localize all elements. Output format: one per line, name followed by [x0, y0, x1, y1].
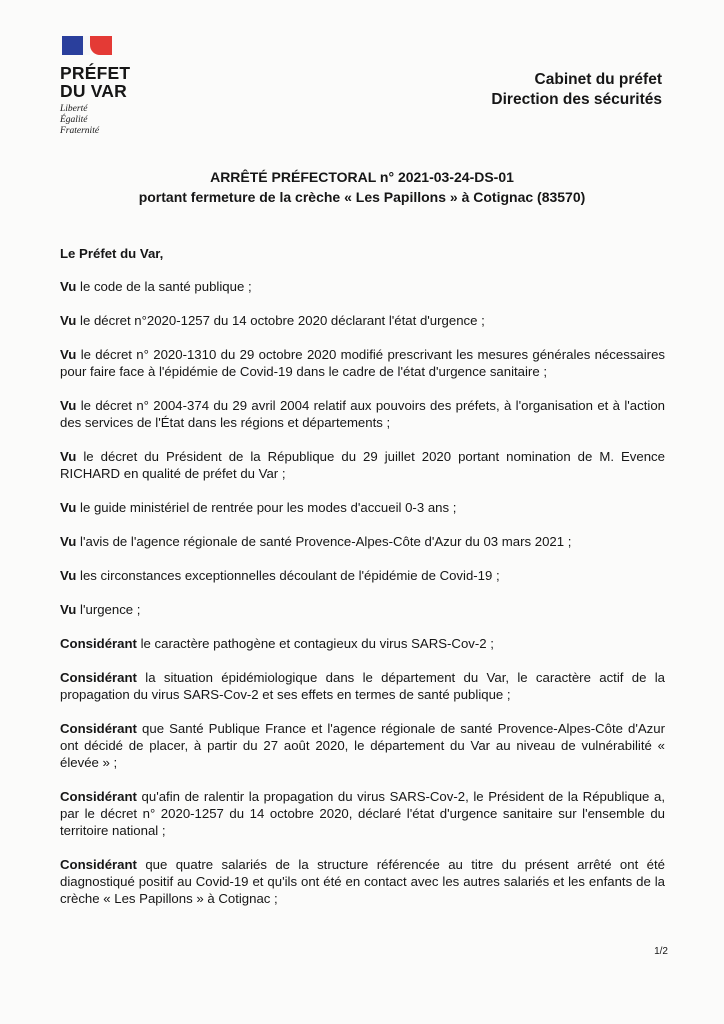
- keyword: Vu: [60, 279, 77, 294]
- keyword: Vu: [60, 347, 77, 362]
- paragraph-text: l'avis de l'agence régionale de santé Provence-Alpes-Côte d'Azur du 03 mars 2021 ;: [76, 534, 572, 549]
- office-line-2: Direction des sécurités: [491, 91, 662, 108]
- paragraph-text: que Santé Publique France et l'agence régionale de santé Provence-Alpes-Côte d'Azur ont décidé de placer, à partir du 27 août 2020, le département du Var au niveau de vulnérabilité « élevée » ;: [60, 721, 665, 770]
- paragraph-text: l'urgence ;: [76, 602, 141, 617]
- keyword: Vu: [60, 313, 77, 328]
- keyword: Vu: [60, 534, 77, 549]
- paragraph-text: le décret n° 2020-1310 du 29 octobre 2020 modifié prescrivant les mesures générales nécessaires pour faire face à l'épidémie de Covid-19 dans le cadre de l'état d'urgence sanitaire ;: [60, 347, 665, 379]
- motto-line: Fraternité: [60, 126, 100, 136]
- motto-line: Liberté: [60, 104, 88, 114]
- motto-line: Égalité: [60, 115, 88, 125]
- decree-number: ARRÊTÉ PRÉFECTORAL n° 2021-03-24-DS-01: [210, 169, 514, 185]
- decree-title: [0, 167, 724, 207]
- paragraph-text: le décret du Président de la République du 29 juillet 2020 portant nomination de M. Evence RICHARD en qualité de préfet du Var ;: [60, 449, 665, 481]
- vu-paragraph: [60, 448, 665, 482]
- vu-paragraph: [60, 601, 665, 618]
- paragraph-text: le décret n° 2004-374 du 29 avril 2004 relatif aux pouvoirs des préfets, à l'organisation et à l'action des services de l'État dans les régions et départements ;: [60, 398, 665, 430]
- keyword: Considérant: [60, 789, 137, 804]
- paragraph-text: le décret n°2020-1257 du 14 octobre 2020 déclarant l'état d'urgence ;: [76, 313, 485, 328]
- org-line-1: PRÉFET: [60, 63, 131, 83]
- considerant-paragraph: [60, 669, 665, 703]
- keyword: Considérant: [60, 636, 137, 651]
- keyword: Vu: [60, 568, 77, 583]
- paragraph-text: les circonstances exceptionnelles découlant de l'épidémie de Covid-19 ;: [76, 568, 500, 583]
- vu-paragraph: [60, 278, 665, 295]
- keyword: Considérant: [60, 721, 137, 736]
- prefecture-logo: [60, 36, 150, 137]
- republic-motto: [60, 104, 150, 137]
- keyword: Vu: [60, 398, 77, 413]
- org-line-2: DU VAR: [60, 81, 127, 101]
- considerant-paragraph: [60, 635, 665, 652]
- considerant-paragraph: [60, 856, 665, 907]
- vu-paragraph: [60, 533, 665, 550]
- vu-paragraph: [60, 346, 665, 380]
- vu-paragraph: [60, 312, 665, 329]
- paragraph-text: le caractère pathogène et contagieux du virus SARS-Cov-2 ;: [136, 636, 494, 651]
- french-flag-icon: [62, 36, 112, 55]
- considerant-paragraph: [60, 788, 665, 839]
- intro-line: Le Préfet du Var,: [60, 246, 164, 261]
- paragraph-text: qu'afin de ralentir la propagation du virus SARS-Cov-2, le Président de la République a, par le décret n° 2020-1257 du 14 octobre 2020, déclaré l'état d'urgence sanitaire sur l'ensemble du territoire national ;: [60, 789, 665, 838]
- keyword: Vu: [60, 449, 77, 464]
- document-body: [60, 245, 665, 924]
- paragraph-text: que quatre salariés de la structure référencée au titre du présent arrêté ont été diagnostiqué positif au Covid-19 et qu'ils ont été en contact avec les autres salariés et les enfants de la crèche « Les Papillons » à Cotignac ;: [60, 857, 665, 906]
- page-number: 1/2: [654, 946, 668, 957]
- office-line-1: Cabinet du préfet: [534, 71, 662, 88]
- vu-paragraph: [60, 397, 665, 431]
- keyword: Considérant: [60, 857, 137, 872]
- decree-subject: portant fermeture de la crèche « Les Papillons » à Cotignac (83570): [138, 189, 586, 205]
- organization-name: [60, 64, 150, 100]
- paragraph-text: le code de la santé publique ;: [76, 279, 252, 294]
- office-heading: [491, 70, 662, 110]
- vu-paragraph: [60, 567, 665, 584]
- vu-paragraph: [60, 499, 665, 516]
- keyword: Vu: [60, 500, 77, 515]
- considerant-paragraph: [60, 720, 665, 771]
- keyword: Considérant: [60, 670, 137, 685]
- paragraph-text: la situation épidémiologique dans le département du Var, le caractère actif de la propagation du virus SARS-Cov-2 et ses effets en termes de santé publique ;: [60, 670, 665, 702]
- keyword: Vu: [60, 602, 77, 617]
- paragraph-text: le guide ministériel de rentrée pour les modes d'accueil 0-3 ans ;: [76, 500, 457, 515]
